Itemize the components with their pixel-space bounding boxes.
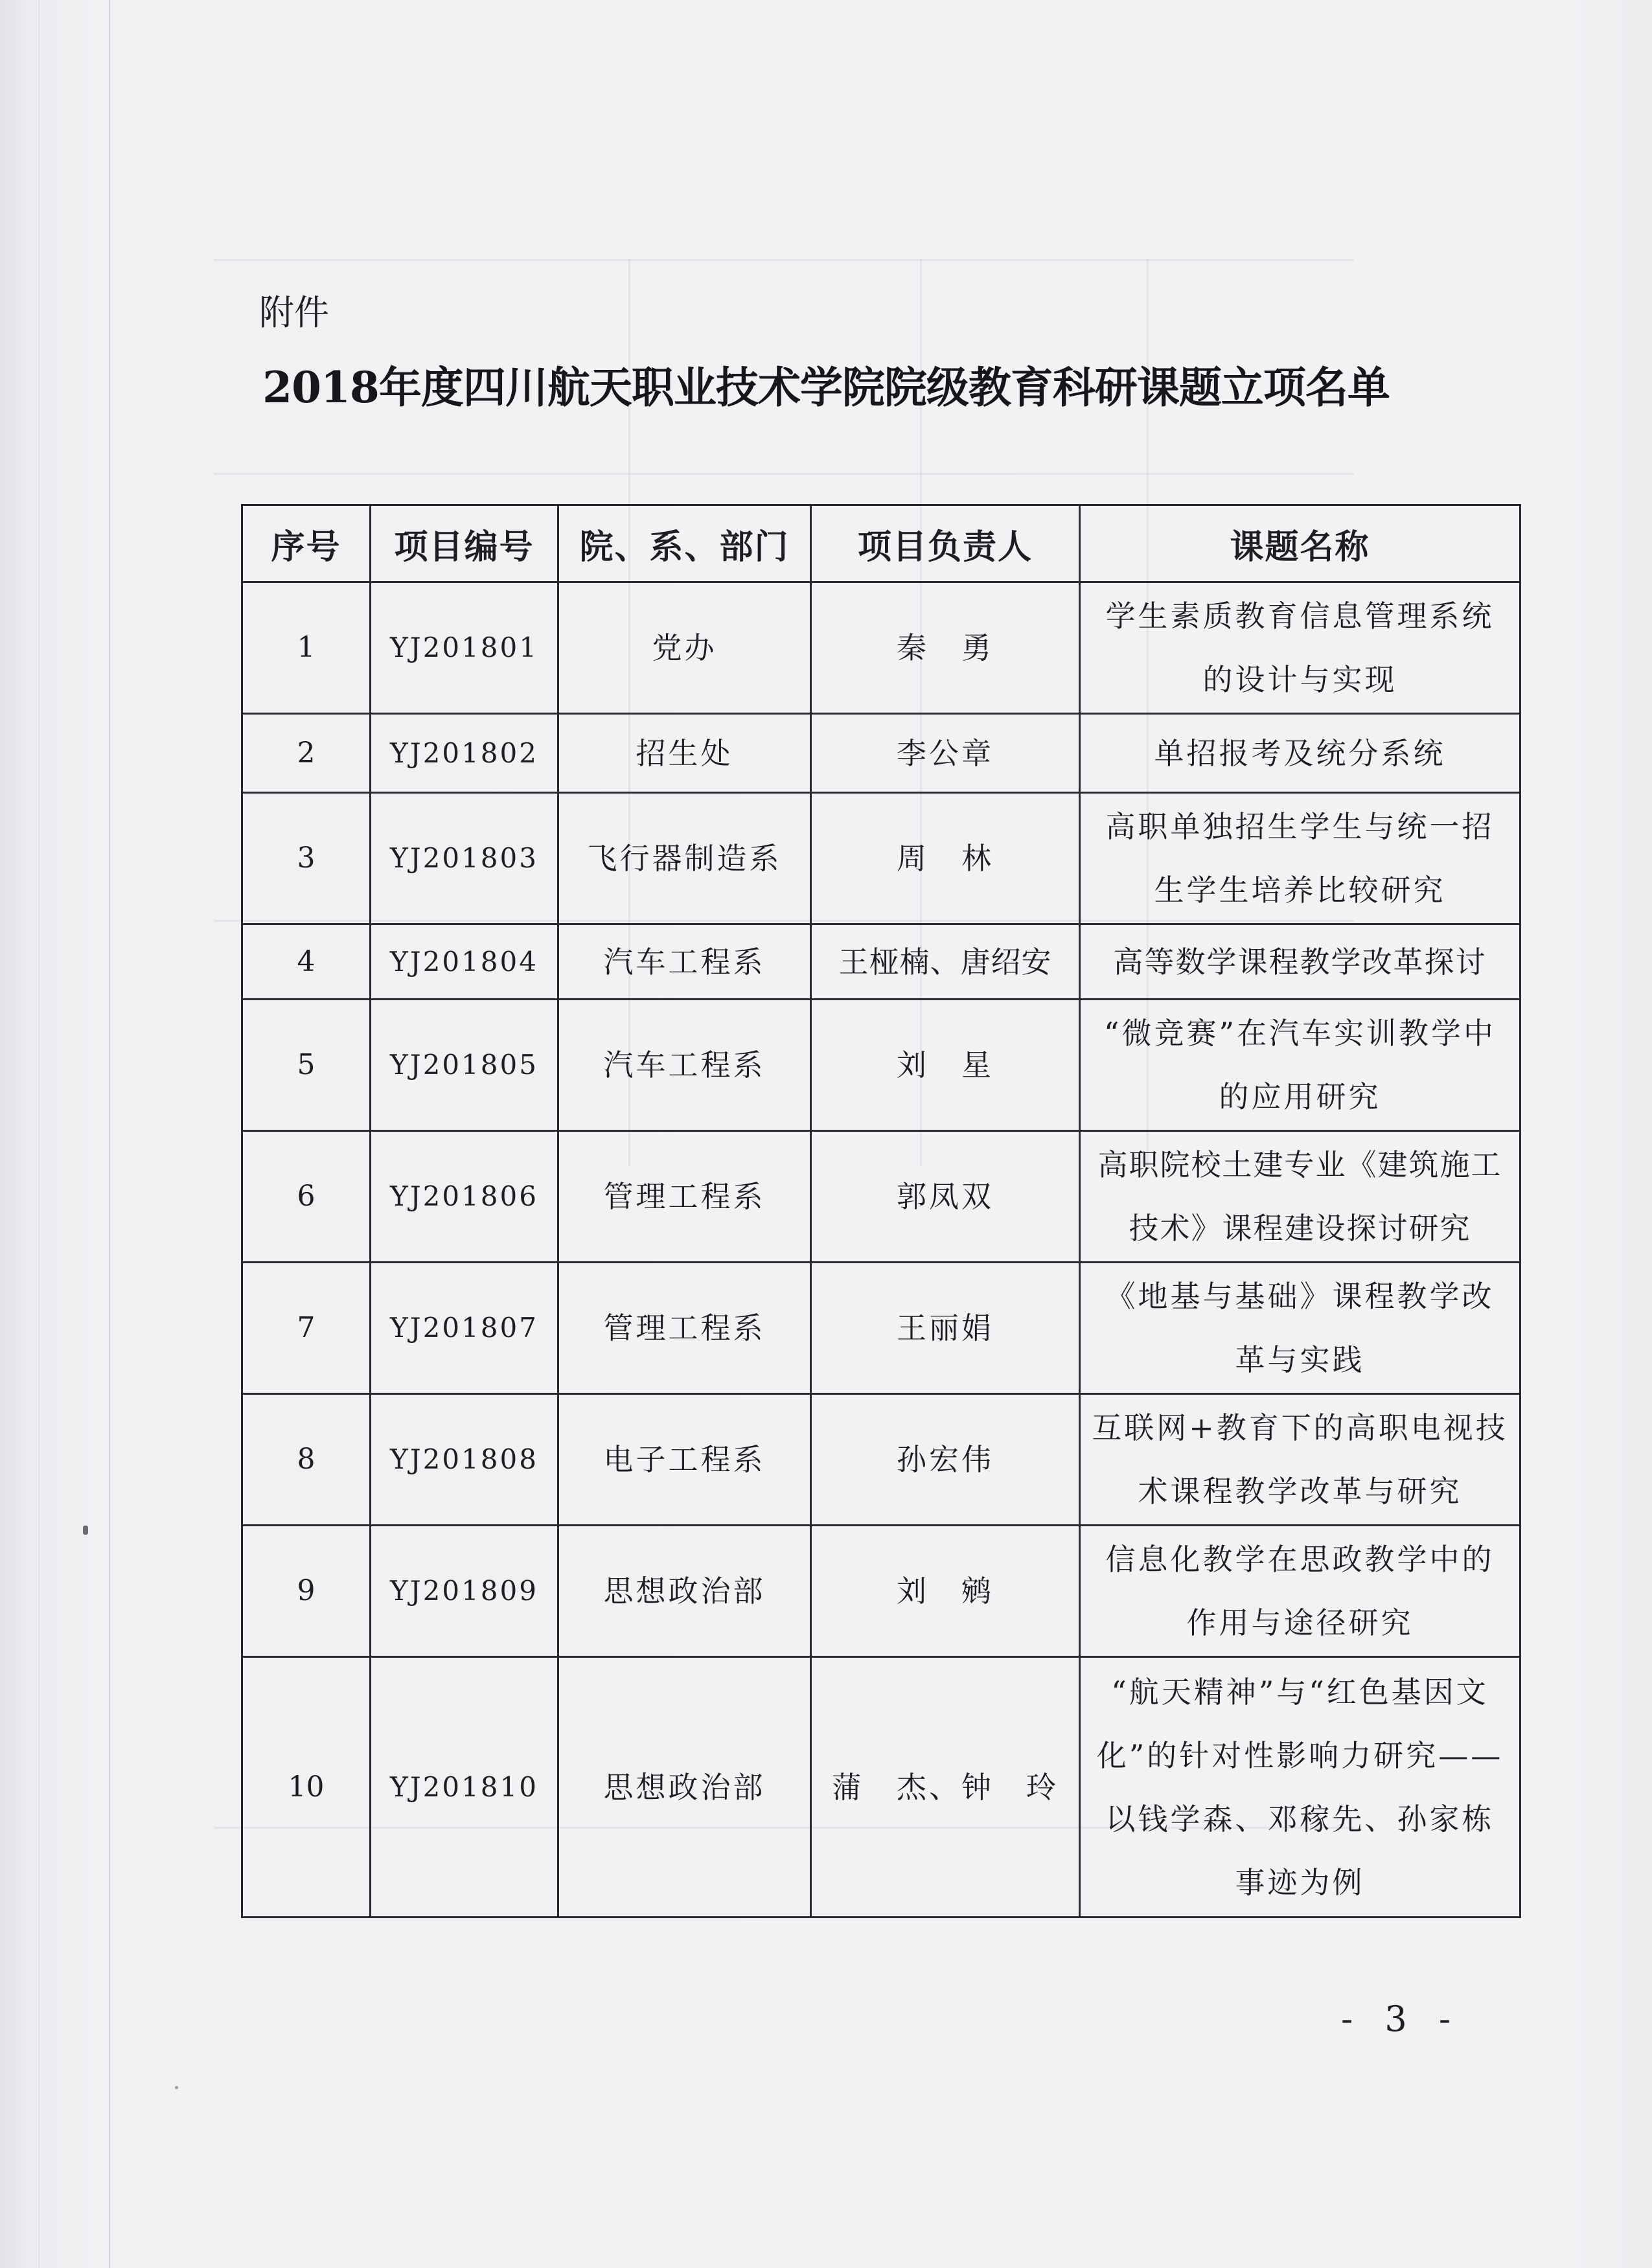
header-seq: 序号 [242,505,371,582]
row-leader: 刘 鹓 [811,1526,1080,1657]
header-leader: 项目负责人 [811,505,1080,582]
row-dept: 管理工程系 [558,1131,811,1263]
row-code: YJ201807 [371,1263,558,1394]
header-dept: 院、系、部门 [558,505,811,582]
row-topic: “微竞赛”在汽车实训教学中的应用研究 [1080,1000,1520,1131]
row-dept: 电子工程系 [558,1394,811,1526]
row-seq: 10 [242,1657,371,1918]
header-topic: 课题名称 [1080,505,1520,582]
row-dept: 管理工程系 [558,1263,811,1394]
row-dept: 汽车工程系 [558,1000,811,1131]
row-dept: 汽车工程系 [558,924,811,1000]
row-seq: 9 [242,1526,371,1657]
row-topic: 高职单独招生学生与统一招生学生培养比较研究 [1080,793,1520,924]
row-seq: 2 [242,714,371,793]
row-code: YJ201810 [371,1657,558,1918]
table-row [242,1394,1520,1526]
row-leader: 刘 星 [811,1000,1080,1131]
row-leader: 郭凤双 [811,1131,1080,1263]
attachment-label: 附件 [259,292,329,333]
row-code: YJ201801 [371,582,558,714]
table-row [242,924,1520,1000]
row-seq: 7 [242,1263,371,1394]
row-dept: 飞行器制造系 [558,793,811,924]
table-row [242,582,1520,714]
row-topic: 信息化教学在思政教学中的作用与途径研究 [1080,1526,1520,1657]
scan-speck [83,1526,88,1535]
row-topic: 《地基与基础》课程教学改革与实践 [1080,1263,1520,1394]
table-row [242,1526,1520,1657]
row-topic: 学生素质教育信息管理系统的设计与实现 [1080,582,1520,714]
table-row [242,1263,1520,1394]
row-seq: 5 [242,1000,371,1131]
row-seq: 3 [242,793,371,924]
row-dept: 思想政治部 [558,1657,811,1918]
page-edge-shadow [39,0,40,2268]
row-leader: 秦 勇 [811,582,1080,714]
table-row [242,714,1520,793]
row-topic: 高等数学课程教学改革探讨 [1080,924,1520,1000]
row-topic: 单招报考及统分系统 [1080,714,1520,793]
header-code: 项目编号 [371,505,558,582]
project-list-table [241,504,1521,1918]
row-seq: 4 [242,924,371,1000]
row-code: YJ201806 [371,1131,558,1263]
row-topic: 互联网+教育下的高职电视技术课程教学改革与研究 [1080,1394,1520,1526]
page-number: - 3 - [1341,1999,1462,2039]
row-leader: 王丽娟 [811,1263,1080,1394]
row-seq: 6 [242,1131,371,1263]
row-code: YJ201804 [371,924,558,1000]
row-topic: “航天精神”与“红色基因文化”的针对性影响力研究——以钱学森、邓稼先、孙家栋事迹为例 [1080,1657,1520,1918]
row-dept: 党办 [558,582,811,714]
row-leader: 孙宏伟 [811,1394,1080,1526]
row-dept: 思想政治部 [558,1526,811,1657]
row-code: YJ201803 [371,793,558,924]
document-title: 2018年度四川航天职业技术学院院级教育科研课题立项名单 [262,362,1390,413]
table-header-row [242,505,1520,582]
row-leader: 周 林 [811,793,1080,924]
row-seq: 8 [242,1394,371,1526]
row-leader: 王桠楠、唐绍安 [811,924,1080,1000]
table-row [242,1000,1520,1131]
row-code: YJ201808 [371,1394,558,1526]
binding-line [109,0,110,2268]
row-leader: 李公章 [811,714,1080,793]
row-code: YJ201809 [371,1526,558,1657]
row-dept: 招生处 [558,714,811,793]
row-topic: 高职院校土建专业《建筑施工技术》课程建设探讨研究 [1080,1131,1520,1263]
table-row [242,793,1520,924]
row-code: YJ201802 [371,714,558,793]
row-seq: 1 [242,582,371,714]
scan-speck [175,2086,178,2089]
row-leader: 蒲 杰、钟 玲 [811,1657,1080,1918]
table-row [242,1131,1520,1263]
table-row [242,1657,1520,1918]
row-code: YJ201805 [371,1000,558,1131]
